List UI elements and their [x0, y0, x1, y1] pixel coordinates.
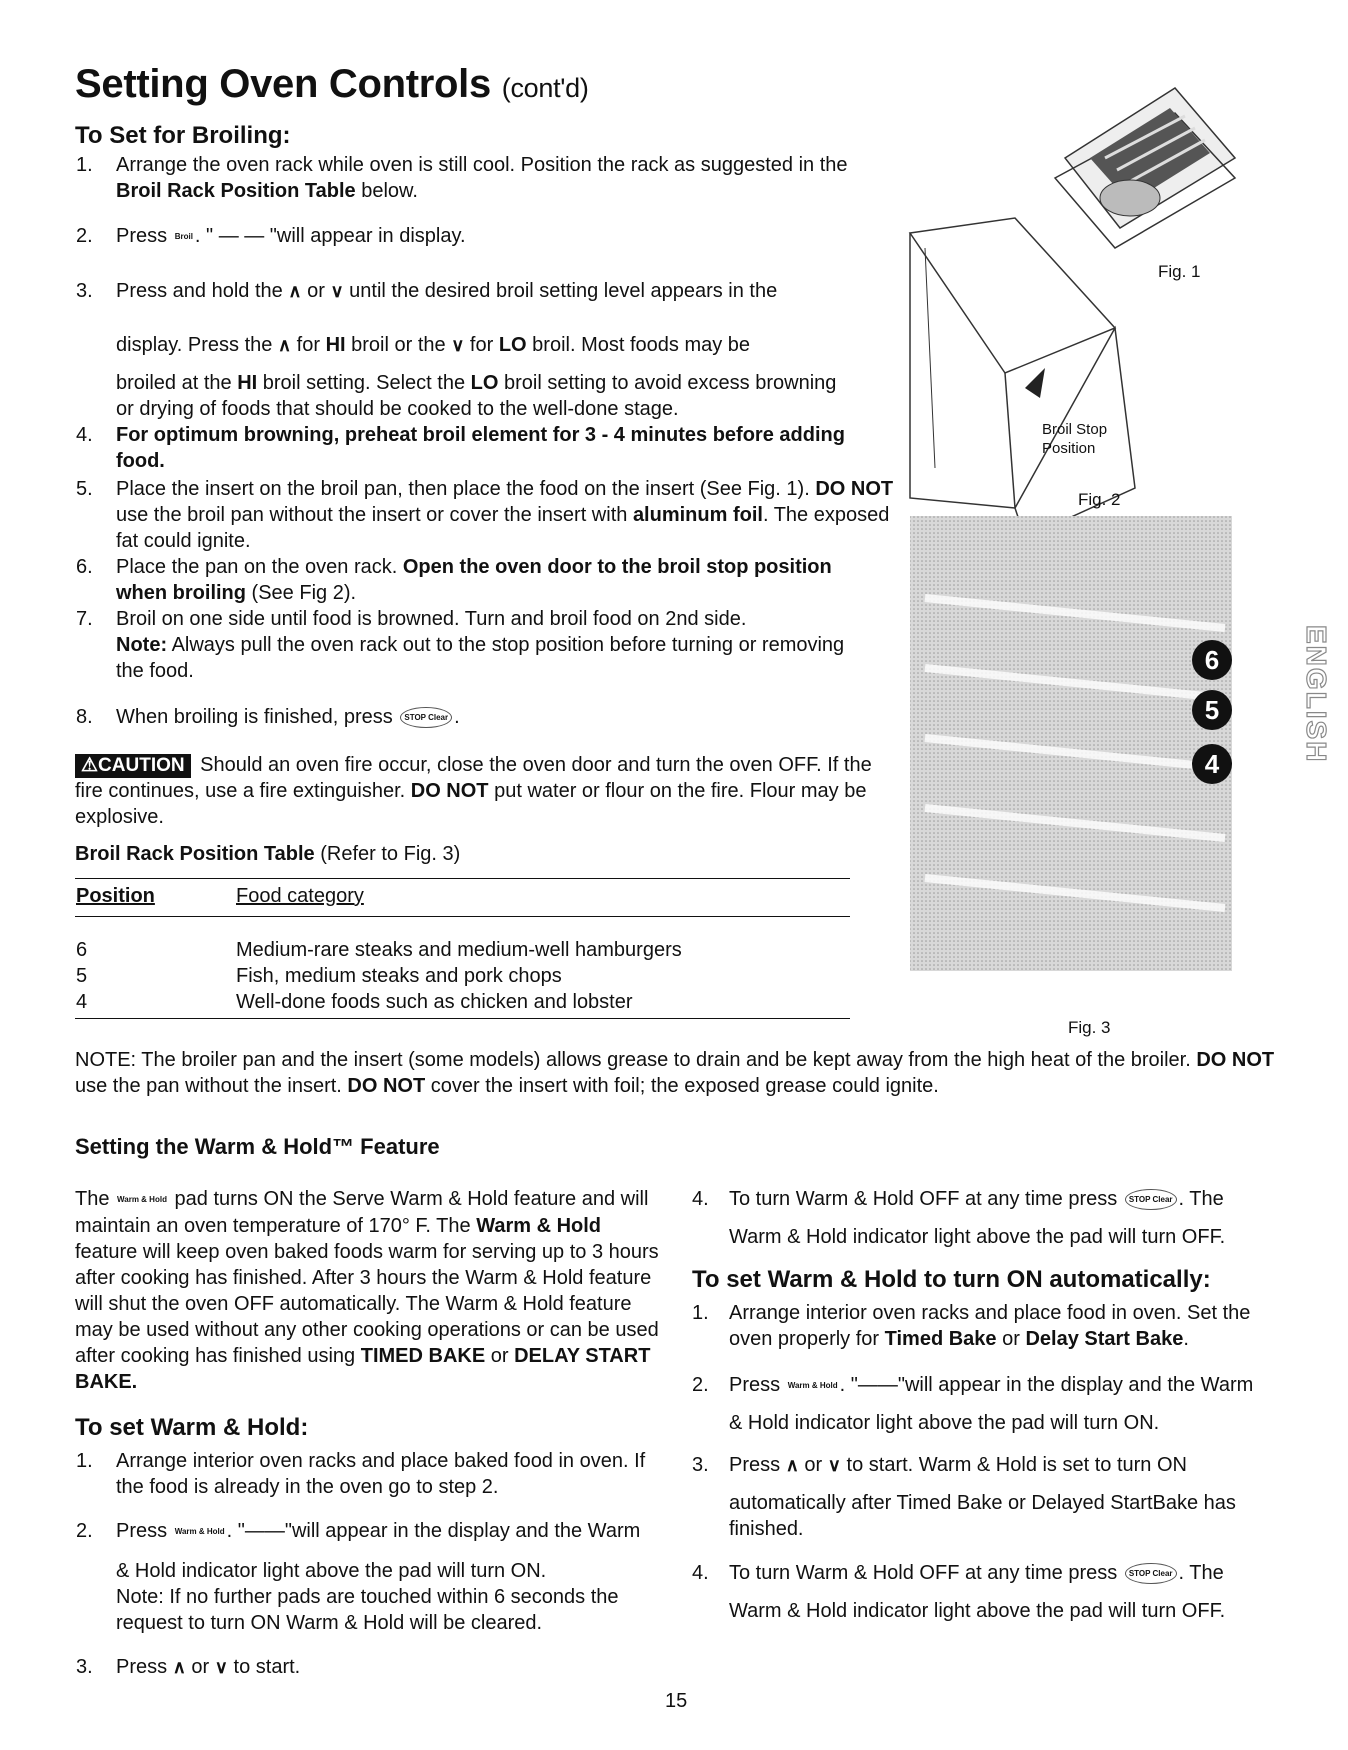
- step-number: 2.: [692, 1374, 709, 1396]
- warm-hold-pad-icon: Warm & Hold: [787, 1380, 838, 1390]
- step-number: 6.: [76, 556, 93, 578]
- warm-hold-intro: The Warm & Hold pad turns ON the Serve Warm & Hold feature and will maintain an oven temperature of 170° F. The Warm & Hold feature will keep oven baked foods warm for serving up to 3 hours after cooking has finished. After 3 hours the Warm & Hold feature will shut the oven OFF automatically. The Warm & Hold feature may be used without any other cooking operations or can be used after cooking has finished using TIMED BAKE or DELAY START BAKE.: [75, 1188, 659, 1393]
- down-arrow-icon: ∨: [451, 335, 465, 355]
- table-cell: Fish, medium steaks and pork chops: [236, 965, 562, 987]
- caution-badge: ⚠CAUTION: [75, 754, 191, 778]
- step-number: 5.: [76, 478, 93, 500]
- up-arrow-icon: ∧: [172, 1657, 186, 1677]
- step-number: 3.: [76, 280, 93, 302]
- broil-pan-illustration: [1055, 88, 1235, 248]
- table-bottom-rule: [75, 1018, 850, 1019]
- stop-clear-pad-icon: STOP Clear: [1125, 1563, 1177, 1584]
- step-number: 1.: [76, 1450, 93, 1472]
- step-number: 3.: [76, 1656, 93, 1678]
- page-number: 15: [665, 1690, 688, 1712]
- broil-step-3c: broiled at the HI broil setting. Select the LO broil setting to avoid excess browning or drying of foods that should be cooked to the well-done stage.: [116, 372, 837, 420]
- broil-pad-icon: Broil: [174, 231, 193, 241]
- step-number: 4.: [692, 1188, 709, 1210]
- down-arrow-icon: ∨: [330, 281, 344, 301]
- auto-step-2: Press Warm & Hold . "——"will appear in the display and the Warm: [729, 1372, 1309, 1399]
- broil-step-3: Press and hold the ∧ or ∨ until the desired broil setting level appears in the: [116, 280, 778, 302]
- rack-position-4-badge: 4: [1192, 744, 1232, 784]
- broil-step-5: Place the insert on the broil pan, then place the food on the insert (See Fig. 1). DO NOT use the broil pan without the insert or cover the insert with aluminum foil. The exposed fat could ignite.: [116, 478, 894, 552]
- step-number: 8.: [76, 706, 93, 728]
- up-arrow-icon: ∧: [277, 335, 292, 355]
- broil-step-6: Place the pan on the oven rack. Open the oven door to the broil stop position when broiling (See Fig 2).: [116, 556, 832, 604]
- up-arrow-icon: ∧: [288, 281, 302, 301]
- table-header-position: Position: [76, 885, 155, 907]
- broiler-note: NOTE: The broiler pan and the insert (some models) allows grease to drain and be kept away from the high heat of the broiler. DO NOT use the pan without the insert. DO NOT cover the insert with foil; the exposed grease could ignite.: [75, 1049, 1275, 1097]
- stop-clear-pad-icon: STOP Clear: [400, 707, 452, 728]
- table-cell: Well-done foods such as chicken and lobster: [236, 991, 633, 1013]
- auto-warm-hold-heading: To set Warm & Hold to turn ON automatically:: [692, 1266, 1211, 1293]
- broil-step-2: Press Broil . " — — "will appear in display.: [116, 223, 896, 250]
- fig-2-label: Fig. 2: [1078, 490, 1121, 509]
- table-top-rule: [75, 878, 850, 879]
- table-header-rule: [75, 916, 850, 917]
- warm-hold-heading: Setting the Warm & Hold™ Feature: [75, 1134, 440, 1159]
- step-number: 4.: [76, 424, 93, 446]
- auto-step-1: Arrange interior oven racks and place food in oven. Set the oven properly for Timed Bake or Delay Start Bake.: [729, 1302, 1251, 1350]
- auto-step-3: Press ∧ or ∨ to start. Warm & Hold is set to turn ON: [729, 1454, 1187, 1476]
- caution-text: ⚠CAUTION Should an oven fire occur, close the oven door and turn the oven OFF. If the fire continues, use a fire extinguisher. DO NOT put water or flour on the fire. Flour may be explosive.: [75, 754, 872, 828]
- warm-step-4b: Warm & Hold indicator light above the pad will turn OFF.: [729, 1226, 1226, 1248]
- broil-step-7: Broil on one side until food is browned. Turn and broil food on 2nd side. Note: Always pull the oven rack out to the stop position before turning or removing the food.: [116, 608, 845, 682]
- auto-step-3b: automatically after Timed Bake or Delayed StartBake has finished.: [729, 1492, 1236, 1540]
- title-suffix: (cont'd): [501, 73, 589, 103]
- table-header-food: Food category: [236, 885, 364, 907]
- broil-step-8: When broiling is finished, press STOP Clear .: [116, 706, 460, 728]
- step-number: 1.: [692, 1302, 709, 1324]
- warning-icon: ⚠: [81, 755, 99, 776]
- warm-step-2-note: Note: If no further pads are touched within 6 seconds the request to turn ON Warm & Hold will be cleared.: [116, 1586, 619, 1634]
- fig-3-label: Fig. 3: [1068, 1018, 1111, 1037]
- table-cell: 6: [76, 939, 88, 961]
- language-side-tab: ENGLISH: [1301, 625, 1332, 764]
- up-arrow-icon: ∧: [785, 1455, 799, 1475]
- warm-hold-pad-icon: Warm & Hold: [174, 1526, 225, 1536]
- warm-step-2b: & Hold indicator light above the pad will turn ON.: [116, 1560, 547, 1582]
- warm-step-1: Arrange interior oven racks and place baked food in oven. If the food is already in the oven go to step 2.: [116, 1450, 646, 1498]
- rack-position-6-badge: 6: [1192, 640, 1232, 680]
- broil-step-1: Arrange the oven rack while oven is still cool. Position the rack as suggested in the Broil Rack Position Table below.: [116, 154, 848, 202]
- warm-hold-pad-icon: Warm & Hold: [117, 1194, 167, 1204]
- warm-step-3: Press ∧ or ∨ to start.: [116, 1656, 301, 1678]
- warm-step-4: To turn Warm & Hold OFF at any time press STOP Clear . The: [729, 1188, 1224, 1210]
- broil-stop-label: Broil Stop Position: [1042, 421, 1108, 457]
- broiling-heading: To Set for Broiling:: [75, 122, 291, 149]
- down-arrow-icon: ∨: [214, 1657, 228, 1677]
- stop-clear-pad-icon: STOP Clear: [1125, 1189, 1177, 1210]
- warm-step-2: Press Warm & Hold . "——"will appear in the display and the Warm: [116, 1518, 696, 1545]
- table-title: Broil Rack Position Table (Refer to Fig. 3): [75, 843, 461, 865]
- auto-step-2b: & Hold indicator light above the pad will turn ON.: [729, 1412, 1160, 1434]
- fig-1-label: Fig. 1: [1158, 262, 1201, 281]
- broil-step-3b: display. Press the ∧ for HI broil or the ∨ for LO broil. Most foods may be: [116, 334, 751, 356]
- auto-step-4b: Warm & Hold indicator light above the pad will turn OFF.: [729, 1600, 1226, 1622]
- down-arrow-icon: ∨: [827, 1455, 841, 1475]
- step-number: 2.: [76, 1520, 93, 1542]
- step-number: 7.: [76, 608, 93, 630]
- step-number: 3.: [692, 1454, 709, 1476]
- broil-step-4: For optimum browning, preheat broil element for 3 - 4 minutes before adding food.: [116, 424, 845, 472]
- table-cell: 5: [76, 965, 88, 987]
- oven-figures: [905, 68, 1265, 1048]
- auto-step-4: To turn Warm & Hold OFF at any time press STOP Clear . The: [729, 1562, 1224, 1584]
- page-title: Setting Oven Controls (cont'd): [75, 62, 589, 106]
- table-cell: 4: [76, 991, 88, 1013]
- rack-position-5-badge: 5: [1192, 690, 1232, 730]
- table-cell: Medium-rare steaks and medium-well hamburgers: [236, 939, 682, 961]
- set-warm-hold-heading: To set Warm & Hold:: [75, 1414, 309, 1441]
- step-number: 1.: [76, 154, 93, 176]
- step-number: 4.: [692, 1562, 709, 1584]
- step-number: 2.: [76, 225, 93, 247]
